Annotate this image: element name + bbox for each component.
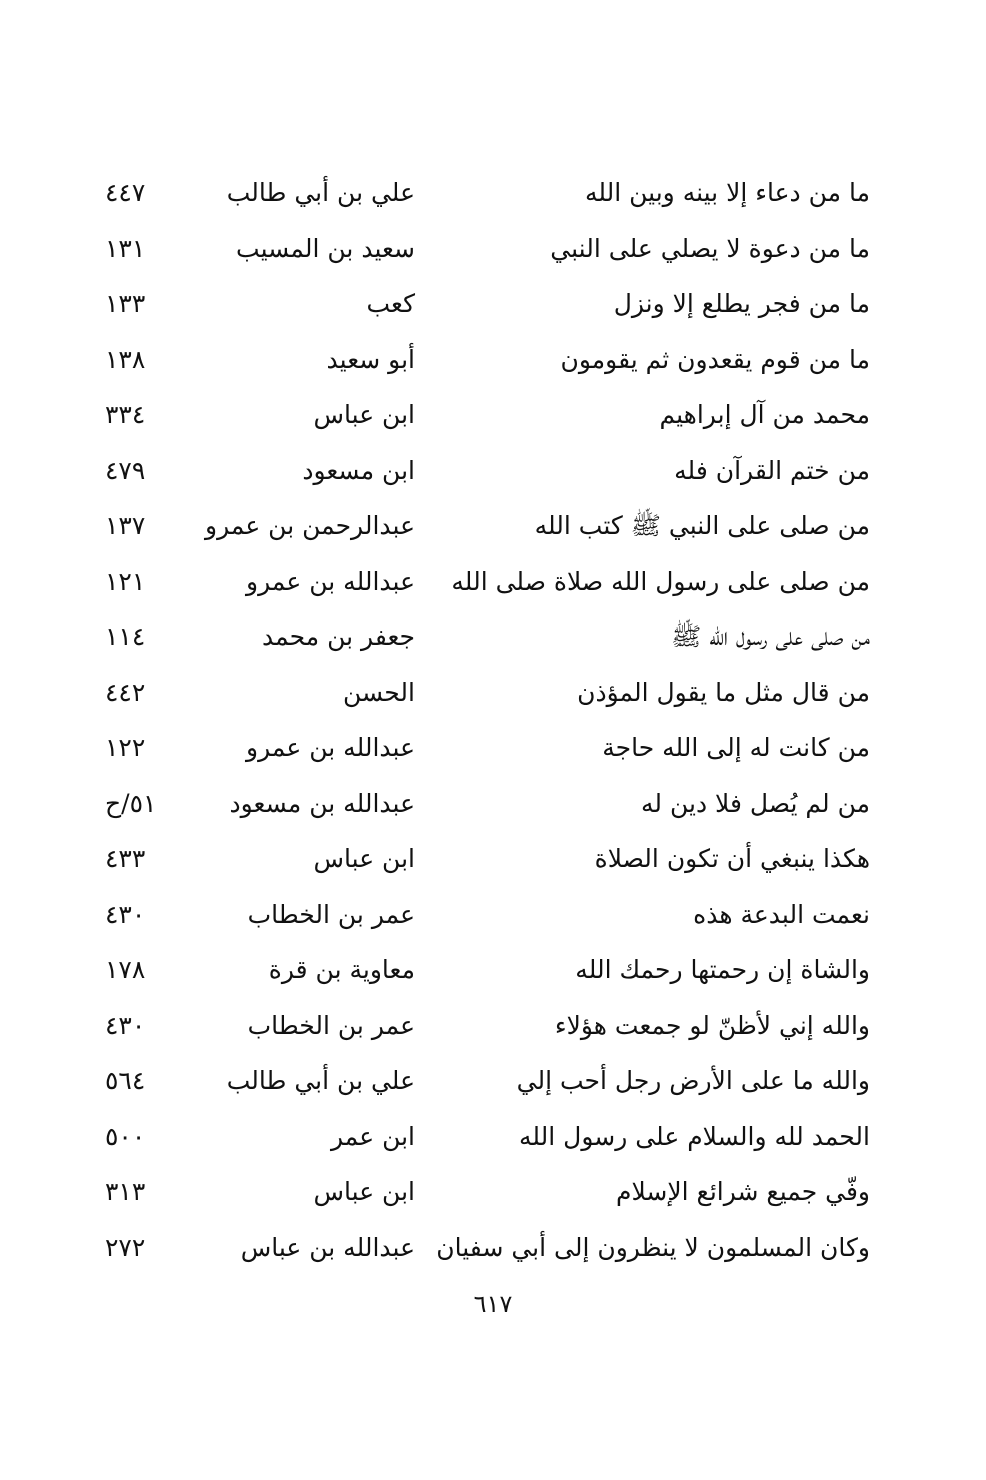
narrator-name: كعب (366, 289, 415, 318)
page-reference: ٥٠٠ (105, 1121, 146, 1151)
table-row (95, 776, 870, 832)
page-reference: ٤٤٢ (105, 677, 146, 707)
hadith-text: الحمد لله والسلام على رسول الله (518, 1121, 870, 1151)
narrator-name: معاوية بن قرة (268, 955, 415, 984)
hadith-text: ما من دعاء إلا بينه وبين الله (584, 178, 870, 207)
page-reference: ١٣١ (105, 233, 146, 263)
hadith-text: محمد من آل إبراهيم (659, 400, 870, 429)
page-reference: ١٢٢ (105, 733, 146, 762)
hadith-text: من لم يُصل فلا دين له (641, 788, 870, 818)
table-row (95, 720, 870, 776)
narrator-name: ابن عباس (313, 1177, 415, 1206)
table-row (95, 1109, 870, 1165)
page-reference: ١٣٣ (105, 289, 146, 318)
table-row (95, 554, 870, 610)
table-row (95, 942, 870, 998)
page-reference: ٤٤٧ (105, 178, 146, 207)
hadith-text: والله إني لأظنّ لو جمعت هؤلاء (554, 1010, 870, 1040)
narrator-name: ابن عباس (313, 844, 415, 873)
table-row (95, 1164, 870, 1220)
narrator-name: عمر بن الخطاب (247, 899, 415, 929)
page-reference: ١٧٨ (105, 955, 146, 984)
table-row (95, 1053, 870, 1109)
page-reference: ٥٦٤ (105, 1066, 146, 1095)
narrator-name: أبو سعيد (326, 344, 415, 374)
narrator-name: ابن عمر (330, 1121, 415, 1151)
table-row (95, 1220, 870, 1276)
hadith-text: من قال مثل ما يقول المؤذن (577, 677, 870, 707)
narrator-name: علي بن أبي طالب (226, 1066, 415, 1095)
hadith-text: وفّي جميع شرائع الإسلام (616, 1177, 870, 1206)
table-row (95, 387, 870, 443)
hadith-text: من صلى على النبي ﷺ كتب الله (534, 511, 870, 540)
table-row (95, 665, 870, 721)
narrator-name: عمر بن الخطاب (247, 1010, 415, 1040)
narrator-name: ابن عباس (313, 400, 415, 429)
narrator-name: عبدالرحمن بن عمرو (205, 511, 415, 540)
narrator-name: جعفر بن محمد (262, 622, 415, 651)
page-reference: ١٣٧ (105, 511, 146, 540)
table-row (95, 332, 870, 388)
index-table (95, 165, 870, 1275)
hadith-text: وكان المسلمون لا ينظرون إلى أبي سفيان (436, 1232, 870, 1262)
hadith-text: ما من دعوة لا يصلي على النبي (550, 233, 870, 263)
narrator-name: سعيد بن المسيب (236, 233, 415, 263)
narrator-name: عبدالله بن عباس (240, 1232, 415, 1262)
table-row (95, 276, 870, 332)
table-row (95, 498, 870, 554)
table-row (95, 609, 870, 665)
hadith-text: ما من قوم يقعدون ثم يقومون (560, 344, 870, 374)
table-row (95, 887, 870, 943)
table-row (95, 831, 870, 887)
page-reference: ٤٣٣ (105, 844, 146, 873)
page-reference: ٥١/ح (105, 788, 157, 818)
narrator-name: عبدالله بن عمرو (246, 566, 415, 596)
narrator-name: عبدالله بن مسعود (229, 788, 415, 818)
hadith-text: نعمت البدعة هذه (693, 899, 870, 929)
narrator-name: عبدالله بن عمرو (246, 733, 415, 762)
page-number: ٦١٧ (473, 1290, 513, 1318)
table-row (95, 221, 870, 277)
page-reference: ٤٣٠ (105, 899, 146, 929)
narrator-name: ابن مسعود (302, 455, 415, 485)
hadith-text: من صلى على رسول الله صلاة صلى الله (451, 566, 870, 596)
hadith-text: من صلى على رسول الله ﷺ (671, 622, 870, 651)
table-row (95, 443, 870, 499)
hadith-text: والشاة إن رحمتها رحمك الله (575, 955, 870, 984)
page-reference: ٤٣٠ (105, 1010, 146, 1040)
hadith-text: هكذا ينبغي أن تكون الصلاة (594, 844, 870, 873)
table-row (95, 998, 870, 1054)
page-reference: ٤٧٩ (105, 455, 146, 485)
page-reference: ١٢١ (105, 566, 146, 596)
narrator-name: الحسن (342, 677, 415, 707)
table-row (95, 165, 870, 221)
hadith-text: ما من فجر يطلع إلا ونزل (613, 289, 870, 318)
page-reference: ٣٣٤ (105, 400, 146, 429)
hadith-text: والله ما على الأرض رجل أحب إلي (516, 1066, 870, 1095)
page-reference: ١١٤ (105, 622, 146, 651)
page-reference: ٣١٣ (105, 1177, 146, 1206)
narrator-name: علي بن أبي طالب (226, 178, 415, 207)
hadith-text: من كانت له إلى الله حاجة (602, 733, 870, 762)
hadith-text: من ختم القرآن فله (674, 455, 870, 485)
page-reference: ١٣٨ (105, 344, 146, 374)
page-reference: ٢٧٢ (105, 1232, 146, 1262)
